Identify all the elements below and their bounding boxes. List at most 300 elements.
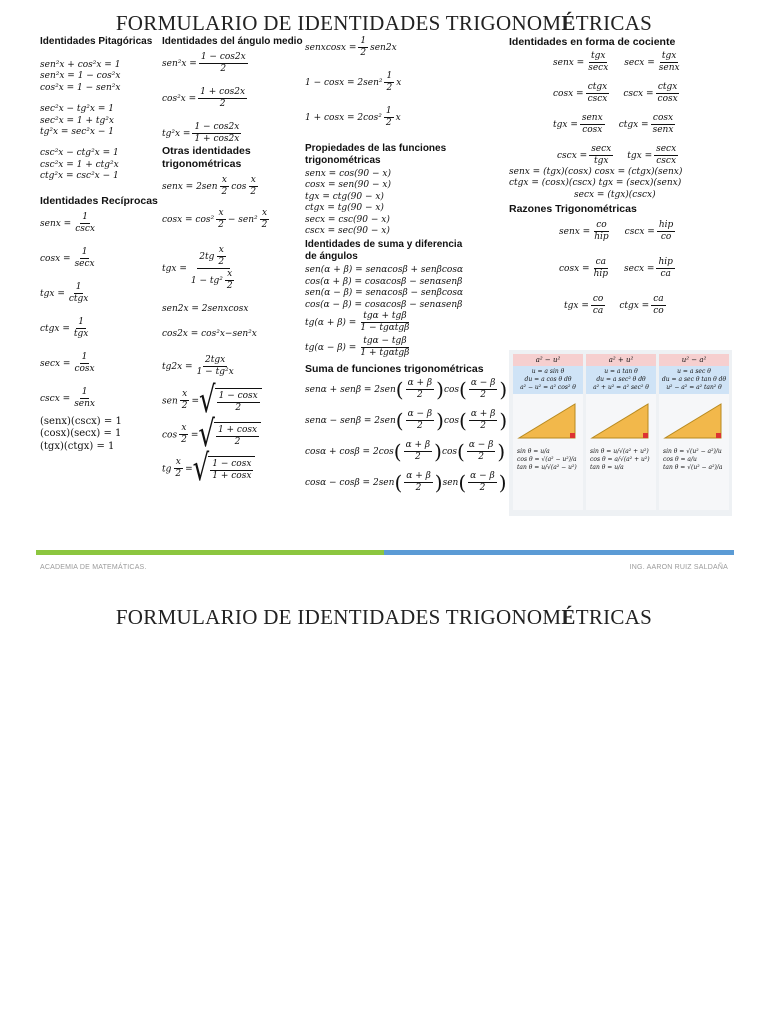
formula xyxy=(162,447,303,490)
square-root xyxy=(199,379,262,422)
formula xyxy=(564,294,684,317)
right-triangle-icon xyxy=(513,394,583,444)
text: 1 + cosx = 2cos² xyxy=(305,113,382,123)
text: sin θ = √(u² − a²)/u xyxy=(663,448,722,455)
text: x xyxy=(395,113,401,123)
formula: secx = (tgx)(cscx) xyxy=(574,189,656,200)
denominator: senx xyxy=(652,125,674,135)
numerator: x xyxy=(221,175,227,185)
paren: ( xyxy=(393,439,402,464)
numerator: 1 − cos2x xyxy=(200,52,246,62)
denominator: cosx xyxy=(582,125,603,135)
denominator: 2 xyxy=(226,281,233,291)
formula: cos²x = 1 − sen²x xyxy=(40,82,121,93)
formula xyxy=(305,71,507,94)
column-1 xyxy=(40,36,158,453)
formula: (senx)(cscx) = 1 xyxy=(40,415,122,427)
formula xyxy=(559,220,684,243)
formula xyxy=(305,440,507,463)
denominator: hip xyxy=(593,269,608,280)
formula xyxy=(162,52,303,75)
substitution-panel xyxy=(513,354,583,510)
fraction xyxy=(179,423,189,446)
text: cos θ = √(a² − u²)/a xyxy=(517,456,577,463)
numerator: 1 − cosx xyxy=(212,458,252,469)
fraction xyxy=(384,106,394,129)
formula xyxy=(305,471,507,494)
numerator: x xyxy=(218,208,224,218)
paren: ( xyxy=(459,377,467,402)
formula: (tgx)(ctgx) = 1 xyxy=(40,440,115,452)
radicand xyxy=(208,456,255,482)
section-suma-funciones-heading: Suma de funciones trigonométricas xyxy=(305,363,484,376)
numerator: 1 − cosx xyxy=(218,390,258,401)
text: 1 − cosx = 2sen² xyxy=(305,78,383,88)
fraction xyxy=(384,71,394,94)
denominator: 2 xyxy=(478,452,484,463)
fraction xyxy=(358,336,411,359)
fraction xyxy=(406,378,435,401)
numerator: cosx xyxy=(652,113,674,123)
numerator: x xyxy=(261,208,268,218)
text: tg xyxy=(162,464,172,475)
numerator: 1 xyxy=(81,386,88,397)
fraction xyxy=(189,245,239,292)
formula: sec²x − tg²x = 1 xyxy=(40,104,114,115)
text: sin θ = u/a xyxy=(517,448,550,455)
formula: tg²x = sec²x − 1 xyxy=(40,127,114,138)
fraction xyxy=(199,52,248,75)
half-angle-products xyxy=(305,36,507,129)
right-triangle-icon xyxy=(659,394,729,444)
formula: csc²x − ctg²x = 1 xyxy=(40,148,119,159)
fraction xyxy=(173,457,183,480)
text: du = a sec θ tan θ dθ xyxy=(661,376,727,383)
text: a² + u² = a² sec² θ xyxy=(593,384,649,391)
fraction xyxy=(656,82,680,105)
formula: cscx = sec(90 − x) xyxy=(305,226,390,237)
formula xyxy=(162,245,303,292)
numerator: co xyxy=(596,220,607,231)
formula: secx = csc(90 − x) xyxy=(305,214,390,225)
denominator: cscx xyxy=(656,156,677,166)
formula xyxy=(40,247,158,270)
paren: ( xyxy=(457,439,465,464)
text: u = a tan θ xyxy=(604,368,638,375)
formula xyxy=(40,212,158,235)
denominator: 2 xyxy=(218,220,224,230)
fraction xyxy=(656,257,674,280)
panel-header: u² − a² xyxy=(659,354,729,366)
numerator: α − β xyxy=(468,440,494,451)
paren: ( xyxy=(458,470,467,495)
numerator: α + β xyxy=(406,471,431,482)
fraction xyxy=(591,294,605,317)
text: secx = xyxy=(624,264,655,275)
formula xyxy=(305,36,507,59)
footer-bar-blue xyxy=(384,550,734,555)
denominator: 2 xyxy=(261,220,268,230)
footer-left: ACADEMIA DE MATEMÁTICAS. xyxy=(40,564,147,571)
text: cscx = xyxy=(557,151,588,161)
numerator: x xyxy=(175,457,181,468)
numerator: tgx xyxy=(591,51,606,61)
denominator: 1 + tgαtgβ xyxy=(360,348,410,359)
section-pitagoricas-heading: Identidades Pitagóricas xyxy=(40,36,153,47)
cociente-lineas xyxy=(509,167,684,201)
formula xyxy=(162,122,303,145)
panel-body xyxy=(513,366,583,394)
denominator: hip xyxy=(594,232,609,243)
tg-suma-list xyxy=(305,311,507,359)
fraction xyxy=(210,459,253,482)
text: tgx = xyxy=(627,151,653,161)
numerator: α + β xyxy=(407,378,433,389)
radical-sign: √ xyxy=(192,447,210,490)
numerator: ctgx xyxy=(657,82,678,92)
text: sen xyxy=(442,478,459,489)
denominator: 2 xyxy=(220,64,227,74)
fraction xyxy=(73,247,97,270)
fraction xyxy=(220,175,230,198)
paren: ) xyxy=(499,377,508,402)
denominator: cosx xyxy=(657,94,678,104)
formula xyxy=(305,311,507,334)
footer-right: ING. AARON RUIZ SALDAÑA xyxy=(629,564,728,571)
paren: ( xyxy=(394,470,403,495)
numerator: 2tgx xyxy=(205,354,226,365)
paren: ) xyxy=(436,408,444,433)
numerator: secx xyxy=(591,144,612,154)
fraction xyxy=(589,144,613,167)
text: tgx = xyxy=(564,301,589,312)
text: cosα − cosβ = 2sen xyxy=(305,478,395,489)
numerator: α − β xyxy=(470,378,496,389)
formula: sen(α − β) = senαcosβ − senβcosα xyxy=(305,288,464,299)
formula xyxy=(162,379,303,422)
numerator: secx xyxy=(656,144,677,154)
formula: ctg²x = csc²x − 1 xyxy=(40,171,119,182)
text: cosx = xyxy=(40,253,71,264)
text: cos²x = xyxy=(162,94,197,104)
denominator: co xyxy=(660,232,672,243)
text: 2tg xyxy=(199,252,215,262)
numerator: co xyxy=(592,294,604,305)
paren: ) xyxy=(498,470,507,495)
formula xyxy=(305,106,507,129)
text: tgx = xyxy=(162,264,187,274)
formula xyxy=(559,257,684,280)
razones-list xyxy=(509,220,684,317)
formula: cos(α + β) = cosαcosβ − senαsenβ xyxy=(305,276,463,287)
numerator: 1 xyxy=(360,36,367,46)
text: tan θ = √(u² − a²)/a xyxy=(663,464,723,471)
formula xyxy=(40,352,158,375)
text: cos xyxy=(162,430,178,441)
formula xyxy=(305,378,507,401)
text: tgx = xyxy=(40,288,65,299)
paren: ( xyxy=(395,377,404,402)
denominator: 2 xyxy=(175,469,182,480)
denominator: senx xyxy=(658,63,680,73)
paren: ( xyxy=(459,408,467,433)
right-triangle-icon xyxy=(586,394,656,444)
text: cos2x = cos²x−sen²x xyxy=(162,329,257,340)
formula: sen(α + β) = senαcosβ + senβcosα xyxy=(305,265,464,276)
text: cosα + cosβ = 2cos xyxy=(305,447,394,458)
fraction xyxy=(586,51,610,74)
denominator: 1 − tgαtgβ xyxy=(360,323,410,334)
denominator: 2 xyxy=(250,187,257,197)
formula xyxy=(162,304,303,315)
paren: ) xyxy=(497,439,506,464)
fraction xyxy=(580,113,605,136)
fraction xyxy=(216,425,259,448)
denominator: cosx xyxy=(74,363,95,374)
numerator: 1 xyxy=(82,211,88,222)
numerator: α − β xyxy=(470,471,495,482)
text: x xyxy=(396,78,402,88)
pitagoricas-list xyxy=(40,60,158,183)
denominator: 2 xyxy=(385,118,392,128)
fraction xyxy=(651,113,676,136)
formula xyxy=(162,413,303,456)
text: cos xyxy=(441,447,458,458)
substitution-panel xyxy=(586,354,656,510)
formula xyxy=(553,113,684,136)
section-propiedades-heading: Propiedades de las funciones trigonométricas xyxy=(305,143,447,166)
text: tg²x = xyxy=(162,129,191,139)
numerator: 1 − cos2x xyxy=(194,122,240,132)
productos-list xyxy=(40,416,158,454)
formula xyxy=(162,175,303,198)
fraction xyxy=(72,352,96,375)
text: = xyxy=(191,396,200,407)
text: senα + senβ = 2sen xyxy=(305,385,396,396)
text: sen xyxy=(162,396,178,407)
section-razones-heading: Razones Trigonométricas xyxy=(509,203,637,216)
substitution-panel xyxy=(659,354,729,510)
formula: sen²x = 1 − cos²x xyxy=(40,71,121,82)
formula: cosx = sen(90 − x) xyxy=(305,180,391,191)
section-suma-diferencia-heading: Identidades de suma y diferencia de ángulos xyxy=(305,239,463,263)
numerator: hip xyxy=(658,220,674,231)
text: − sen² xyxy=(227,215,258,225)
denominator: 2 xyxy=(416,390,423,401)
formula xyxy=(40,387,158,410)
text: sen2x xyxy=(370,43,397,53)
text: cscx = xyxy=(40,393,71,404)
formula xyxy=(162,87,303,110)
denominator: ctgx xyxy=(68,293,89,304)
numerator: x xyxy=(181,423,187,434)
denominator: ca xyxy=(660,269,671,280)
numerator: x xyxy=(250,175,256,185)
text: ctgx = xyxy=(618,120,649,130)
numerator: 1 xyxy=(81,246,88,257)
numerator: tgx xyxy=(661,51,677,61)
denominator: 2 xyxy=(416,421,423,432)
formula: sen²x + cos²x = 1 xyxy=(40,60,121,70)
numerator: α + β xyxy=(405,440,431,451)
section-reciprocas-heading: Identidades Recíprocas xyxy=(40,194,158,207)
text: senx = xyxy=(553,58,585,68)
formula: ctgx = (cosx)(cscx) tgx = (secx)(senx) xyxy=(509,178,682,189)
formula: csc²x = 1 + ctg²x xyxy=(40,159,119,170)
panel-body xyxy=(586,366,656,394)
page-title: FORMULARIO DE IDENTIDADES TRIGONOMÉTRICAS xyxy=(115,11,653,35)
fraction xyxy=(195,355,236,378)
formula: senx = (tgx)(cosx) cosx = (ctgx)(senx) xyxy=(509,167,683,177)
paren: ( xyxy=(395,408,404,433)
text: tg(α − β) = xyxy=(305,343,357,354)
fraction xyxy=(248,175,258,198)
panel-body xyxy=(659,366,729,394)
fraction xyxy=(180,389,190,412)
text: tan θ = u/a xyxy=(590,464,624,471)
text: senx = 2sen xyxy=(162,182,218,192)
fraction xyxy=(72,317,90,340)
fraction xyxy=(404,471,433,494)
numerator: hip xyxy=(658,257,673,268)
fraction xyxy=(358,311,411,334)
denominator: 2 xyxy=(386,83,393,93)
section-angulo-medio-heading: Identidades del ángulo medio xyxy=(162,36,303,47)
denominator: 2 xyxy=(181,435,187,446)
fraction xyxy=(586,82,610,105)
formula xyxy=(40,282,158,305)
formula xyxy=(557,144,684,167)
numerator: tgα + tgβ xyxy=(363,311,407,322)
formula: (cosx)(secx) = 1 xyxy=(40,428,122,440)
denominator: 2 xyxy=(219,99,226,109)
numerator: x xyxy=(227,269,233,279)
radicand xyxy=(215,388,262,414)
text: tg(α + β) = xyxy=(305,318,357,329)
numerator: 1 xyxy=(386,71,393,81)
numerator: x xyxy=(182,389,188,400)
denominator: 1 + cosx xyxy=(212,470,252,481)
propiedades-list xyxy=(305,169,507,237)
fraction xyxy=(216,245,226,268)
text: cos xyxy=(231,182,247,192)
denominator: cscx xyxy=(587,94,608,104)
denominator: ca xyxy=(592,306,604,317)
panel-header: a² + u² xyxy=(586,354,656,366)
fraction xyxy=(225,269,235,292)
fraction xyxy=(467,440,496,463)
fraction xyxy=(404,440,433,463)
reciprocas-list xyxy=(40,212,158,410)
square-root xyxy=(192,447,256,490)
numerator: ca xyxy=(653,294,664,305)
trig-substitution-figure xyxy=(509,350,732,516)
denominator: secx xyxy=(588,63,609,73)
fraction xyxy=(72,387,97,410)
formula xyxy=(162,329,303,340)
numerator: 1 xyxy=(385,106,392,116)
denominator: 2 xyxy=(414,452,421,463)
fraction xyxy=(198,87,247,110)
paren: ) xyxy=(434,470,443,495)
denominator xyxy=(189,269,239,292)
fraction xyxy=(651,294,665,317)
denominator: 2 xyxy=(480,421,486,432)
radical-sign: √ xyxy=(198,413,215,456)
formula xyxy=(553,82,684,105)
denominator: 2 xyxy=(235,402,242,413)
denominator: 2 xyxy=(479,483,486,494)
denominator: tgx xyxy=(73,328,89,339)
footer-bar-green xyxy=(36,550,384,555)
numerator: ca xyxy=(595,257,606,268)
formula: sec²x = 1 + tg²x xyxy=(40,115,114,126)
suma-diferencia-list xyxy=(305,265,507,311)
suma-funciones-list xyxy=(305,378,507,494)
square-root xyxy=(198,413,261,456)
text: secx = xyxy=(624,58,655,68)
panel-header: a² − u² xyxy=(513,354,583,366)
numerator xyxy=(197,245,230,269)
numerator: α − β xyxy=(407,409,433,420)
paren: ) xyxy=(499,408,508,433)
fraction xyxy=(468,471,497,494)
denominator: tgx xyxy=(593,156,609,166)
text: sin θ = u/√(a² + u²) xyxy=(590,448,649,455)
fraction xyxy=(469,378,498,401)
page-title-2: FORMULARIO DE IDENTIDADES TRIGONOMÉTRICAS xyxy=(115,605,653,629)
fraction xyxy=(657,220,675,243)
text: cosx = xyxy=(559,264,590,275)
column-4 xyxy=(509,36,684,317)
otras-list xyxy=(162,175,303,490)
formula: senx = cos(90 − x) xyxy=(305,169,391,179)
numerator: 1 xyxy=(75,281,82,292)
text: u² − a² = a² tan² θ xyxy=(666,384,722,391)
radicand xyxy=(214,422,261,448)
fraction xyxy=(192,122,241,145)
text: u = a sin θ xyxy=(531,368,565,375)
denominator: secx xyxy=(74,258,95,269)
text: tan θ = u/√(a² − u²) xyxy=(517,464,577,471)
text: u = a sec θ xyxy=(677,368,711,375)
text: ctgx = xyxy=(40,323,70,334)
numerator: senx xyxy=(581,113,603,123)
text: senxcosx = xyxy=(305,43,357,53)
text: secx = xyxy=(40,358,71,369)
text: cosx = cos² xyxy=(162,215,215,225)
text: cos xyxy=(443,385,460,396)
numerator: x xyxy=(218,245,224,255)
column-2 xyxy=(162,36,303,490)
fraction xyxy=(216,208,226,231)
text: ctgx = xyxy=(619,301,650,312)
denominator: 2 xyxy=(221,187,228,197)
text: du = a sec² θ dθ xyxy=(596,376,646,383)
numerator: ctgx xyxy=(587,82,608,92)
numerator: tgα − tgβ xyxy=(363,336,407,347)
text: a² − u² = a² cos² θ xyxy=(520,384,576,391)
denominator: 2 xyxy=(234,436,241,447)
fraction xyxy=(358,36,368,59)
denominator: 1 − tg²x xyxy=(196,366,234,377)
text: = xyxy=(185,464,193,475)
text: 1 − tg² xyxy=(190,276,223,286)
fraction xyxy=(67,282,91,305)
fraction xyxy=(73,212,97,235)
fraction xyxy=(592,257,610,280)
paren: ) xyxy=(434,439,442,464)
